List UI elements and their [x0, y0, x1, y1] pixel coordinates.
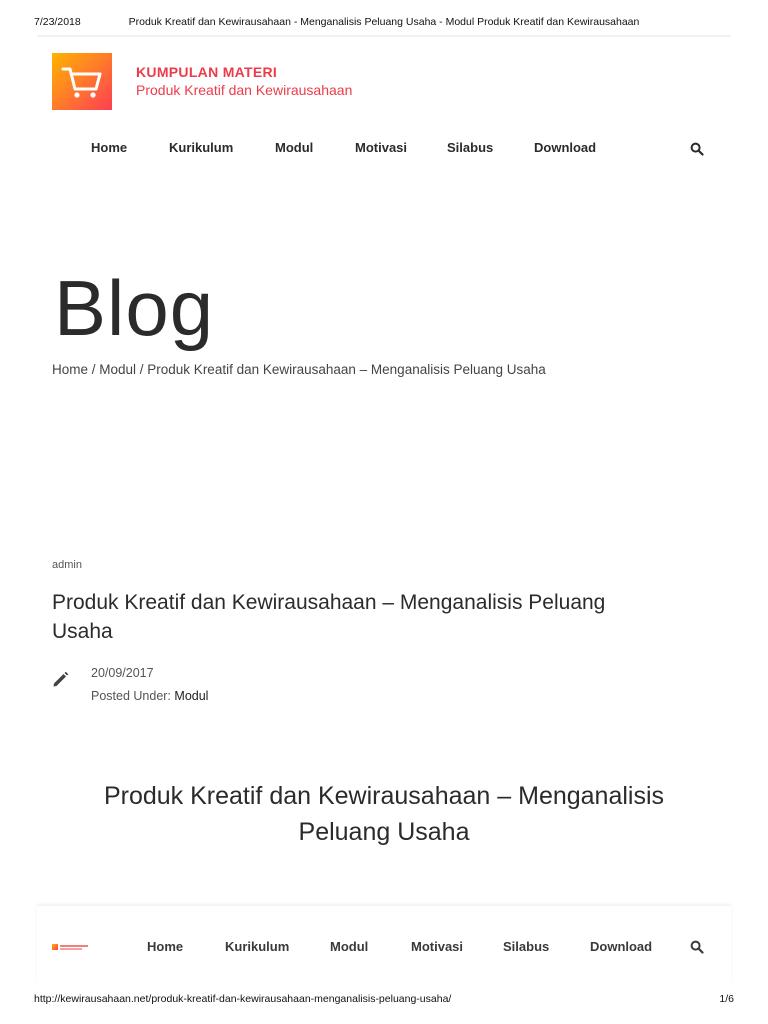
sticky-nav-modul[interactable]: Modul [330, 939, 369, 954]
sticky-nav-kurikulum[interactable]: Kurikulum [225, 939, 290, 954]
content-heading: Produk Kreatif dan Kewirausahaan – Menganalisis Peluang Usaha [103, 782, 665, 846]
print-url: http://kewirausahaan.net/produk-kreatif-dan-kewirausahaan-menganalisis-peluang-usaha/ [34, 993, 452, 1005]
print-footer [0, 993, 768, 1007]
post-title: Produk Kreatif dan Kewirausahaan – Menganalisis Peluang Usaha [52, 591, 606, 643]
pencil-icon [52, 671, 69, 688]
print-page-number: 1/6 [719, 993, 734, 1005]
site-logo[interactable] [52, 53, 112, 110]
sticky-nav-home[interactable]: Home [147, 939, 184, 954]
print-header [0, 16, 768, 30]
post-category-link[interactable]: Modul [174, 689, 209, 703]
brand-tagline: Produk Kreatif dan Kewirausahaan [136, 82, 353, 98]
nav-silabus[interactable]: Silabus [447, 140, 494, 155]
shopping-cart-icon [60, 61, 104, 101]
sticky-nav-motivasi[interactable]: Motivasi [411, 939, 464, 954]
posted-under [91, 689, 208, 703]
sticky-nav-download[interactable]: Download [590, 939, 653, 954]
nav-home[interactable]: Home [91, 140, 128, 155]
nav-modul[interactable]: Modul [275, 140, 314, 155]
header-divider [37, 35, 731, 37]
breadcrumb[interactable]: Home / Modul / Produk Kreatif dan Kewirausahaan – Menganalisis Peluang Usaha [52, 362, 546, 377]
sticky-search-icon[interactable] [690, 940, 704, 954]
sticky-logo[interactable] [52, 944, 88, 950]
nav-motivasi[interactable]: Motivasi [355, 140, 408, 155]
post-date: 20/09/2017 [91, 666, 154, 680]
main-nav [0, 140, 768, 160]
print-date: 7/23/2018 [34, 16, 81, 28]
nav-kurikulum[interactable]: Kurikulum [169, 140, 234, 155]
post-author[interactable]: admin [52, 559, 82, 571]
brand-name[interactable]: KUMPULAN MATERI [136, 64, 278, 80]
page-title: Blog [54, 264, 215, 352]
search-icon[interactable] [690, 142, 704, 156]
sticky-nav-silabus[interactable]: Silabus [503, 939, 550, 954]
nav-download[interactable]: Download [534, 140, 597, 155]
print-title: Produk Kreatif dan Kewirausahaan - Menganalisis Peluang Usaha - Modul Produk Kreatif dan Kewirausahaan [128, 16, 640, 28]
posted-under-label: Posted Under: [91, 689, 171, 703]
